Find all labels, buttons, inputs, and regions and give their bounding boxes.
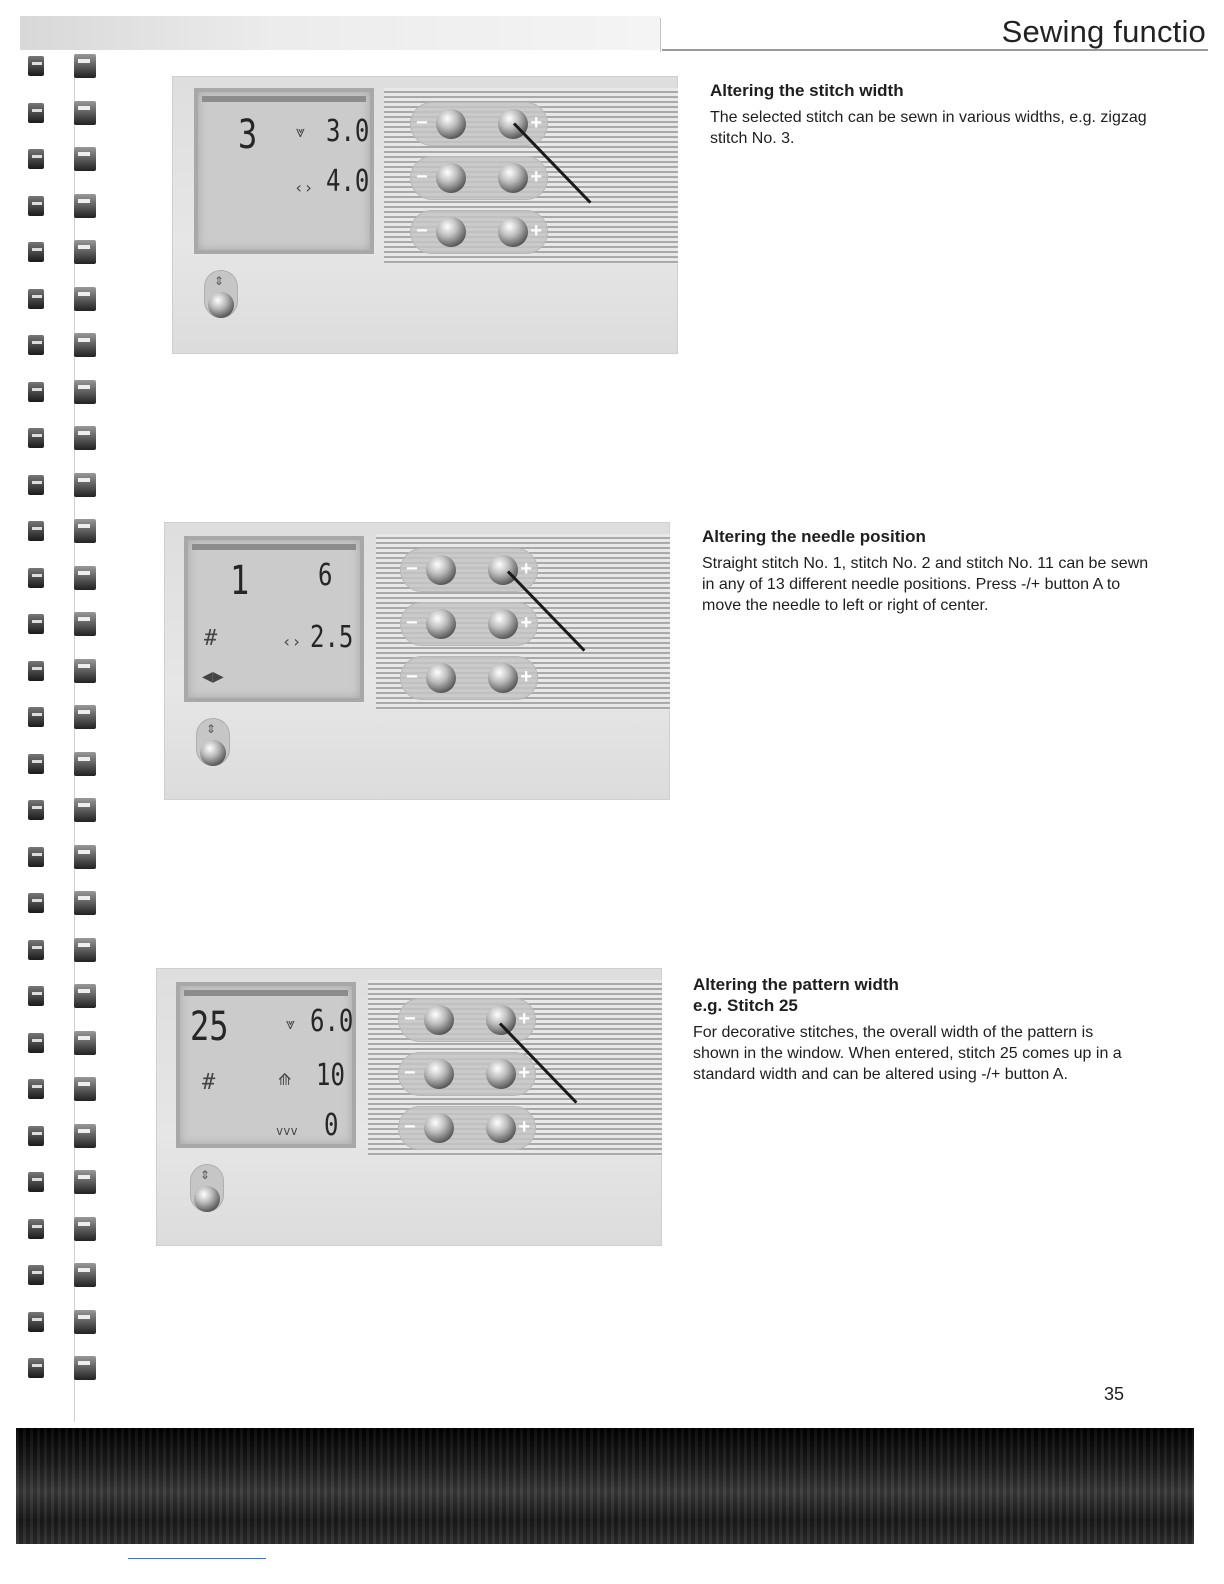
binding-ring [28, 1215, 102, 1243]
stitch-number: 3 [238, 112, 258, 158]
plus-sign: + [520, 666, 532, 688]
stitch-length-value: 2.5 [310, 620, 354, 655]
section-pattern-width [693, 974, 1143, 1085]
lcd-display [184, 536, 364, 702]
plus-button[interactable] [488, 609, 518, 639]
binding-ring [28, 192, 102, 220]
minus-sign: − [416, 220, 428, 242]
minus-button[interactable] [426, 609, 456, 639]
bottom-link-line [128, 1558, 266, 1559]
minus-button[interactable] [426, 663, 456, 693]
button-pair-a [398, 998, 536, 1042]
binding-ring [28, 52, 102, 80]
page-number: 35 [1104, 1384, 1125, 1404]
minus-button[interactable] [424, 1059, 454, 1089]
binding-ring [28, 936, 102, 964]
binding-ring [28, 610, 102, 638]
button-pair-b [398, 1052, 536, 1096]
stitch-number: 25 [190, 1004, 229, 1050]
control-panel-photo-2 [164, 522, 670, 800]
binding-ring [28, 1354, 102, 1382]
length-icon: ‹› [294, 178, 314, 197]
minus-sign: − [406, 666, 418, 688]
section-stitch-width [710, 80, 1160, 149]
needle-icon: ⇕ [214, 274, 225, 288]
binding-ring [28, 99, 102, 127]
minus-sign: − [404, 1062, 416, 1084]
minus-button[interactable] [436, 163, 466, 193]
section-heading: Altering the needle position [702, 527, 926, 546]
control-panel-photo-3 [156, 968, 662, 1246]
needle-icon: ⇕ [200, 1168, 211, 1182]
needle-position-icon: ◀▶ [202, 666, 224, 687]
lcd-display [176, 982, 356, 1148]
minus-button[interactable] [436, 217, 466, 247]
binding-ring [28, 889, 102, 917]
width-icon: ⩔ [296, 122, 306, 141]
binding-ring [28, 145, 102, 173]
minus-button[interactable] [426, 555, 456, 585]
control-panel-photo-1 [172, 76, 678, 354]
needle-stop-button[interactable] [196, 718, 230, 766]
binding-ring [28, 1261, 102, 1289]
binding-ring [28, 750, 102, 778]
plus-sign: + [520, 558, 532, 580]
binding-ring [28, 1122, 102, 1150]
binding-ring [28, 982, 102, 1010]
minus-sign: − [416, 166, 428, 188]
length-icon: ‹› [282, 632, 302, 651]
plus-sign: + [530, 166, 542, 188]
stitch-width-value: 3.0 [326, 114, 370, 149]
plus-button[interactable] [498, 217, 528, 247]
plus-sign: + [518, 1008, 530, 1030]
section-heading: Altering the pattern width [693, 975, 899, 994]
section-subheading: e.g. Stitch 25 [693, 996, 798, 1015]
pattern-length-icon: vvv [276, 1124, 298, 1138]
binding-ring [28, 1029, 102, 1057]
section-body: The selected stitch can be sewn in various widths, e.g. zigzag stitch No. 3. [710, 109, 1147, 147]
binding-ring [28, 331, 102, 359]
stitch-number: 1 [230, 558, 250, 604]
binding-ring [28, 843, 102, 871]
section-heading: Altering the stitch width [710, 81, 904, 100]
needle-stop-button[interactable] [190, 1164, 224, 1212]
decorative-stitch-icon: # [202, 1070, 216, 1095]
section-body: Straight stitch No. 1, stitch No. 2 and stitch No. 11 can be sewn in any of 13 different needle positions. Press -/+ button A to move the needle to left or right of center. [702, 555, 1149, 614]
minus-button[interactable] [436, 109, 466, 139]
needle-position-value: 6 [318, 558, 333, 593]
plus-sign: + [520, 612, 532, 634]
button-pair-b [410, 156, 548, 200]
binding-ring [28, 471, 102, 499]
header-divider [660, 18, 661, 52]
button-pair-c [398, 1106, 536, 1150]
page-title: Sewing functio [1001, 14, 1206, 49]
lcd-display [194, 88, 374, 254]
plus-button[interactable] [486, 1113, 516, 1143]
minus-sign: − [406, 558, 418, 580]
minus-sign: − [404, 1116, 416, 1138]
minus-button[interactable] [424, 1005, 454, 1035]
header-band [20, 16, 660, 50]
plus-button[interactable] [498, 163, 528, 193]
pattern-length-value: 0 [324, 1108, 339, 1143]
binding-ring [28, 657, 102, 685]
binding-ring [28, 1308, 102, 1336]
plus-button[interactable] [486, 1005, 516, 1035]
section-needle-position [702, 526, 1152, 616]
plus-sign: + [518, 1116, 530, 1138]
pattern-width-icon: ⟰ [278, 1070, 292, 1089]
minus-sign: − [404, 1008, 416, 1030]
plus-button[interactable] [488, 555, 518, 585]
plus-button[interactable] [488, 663, 518, 693]
plus-sign: + [530, 112, 542, 134]
button-pair-c [410, 210, 548, 254]
stitch-width-value: 6.0 [310, 1004, 354, 1039]
stitch-length-value: 4.0 [326, 164, 370, 199]
plus-sign: + [530, 220, 542, 242]
section-body: For decorative stitches, the overall width of the pattern is shown in the window. When entered, stitch 25 comes up in a standard width and can be altered using -/+ button A. [693, 1024, 1122, 1083]
binding-ring [28, 564, 102, 592]
binding-ring [28, 1168, 102, 1196]
button-pair-c [400, 656, 538, 700]
button-pair-a [400, 548, 538, 592]
needle-stop-button[interactable] [204, 270, 238, 318]
binding-ring [28, 796, 102, 824]
spiral-binding [14, 52, 94, 1402]
button-pair-b [400, 602, 538, 646]
binding-ring [28, 424, 102, 452]
pattern-width-value: 10 [316, 1058, 345, 1093]
minus-sign: − [416, 112, 428, 134]
binding-ring [28, 703, 102, 731]
binding-ring [28, 517, 102, 545]
binding-ring [28, 1075, 102, 1103]
bottom-photo-band [16, 1428, 1194, 1544]
straight-stitch-icon: # [204, 626, 218, 651]
binding-ring [28, 285, 102, 313]
binding-ring [28, 378, 102, 406]
needle-icon: ⇕ [206, 722, 217, 736]
minus-button[interactable] [424, 1113, 454, 1143]
width-icon: ⩔ [286, 1014, 296, 1033]
binding-ring [28, 238, 102, 266]
plus-sign: + [518, 1062, 530, 1084]
minus-sign: − [406, 612, 418, 634]
plus-button[interactable] [486, 1059, 516, 1089]
